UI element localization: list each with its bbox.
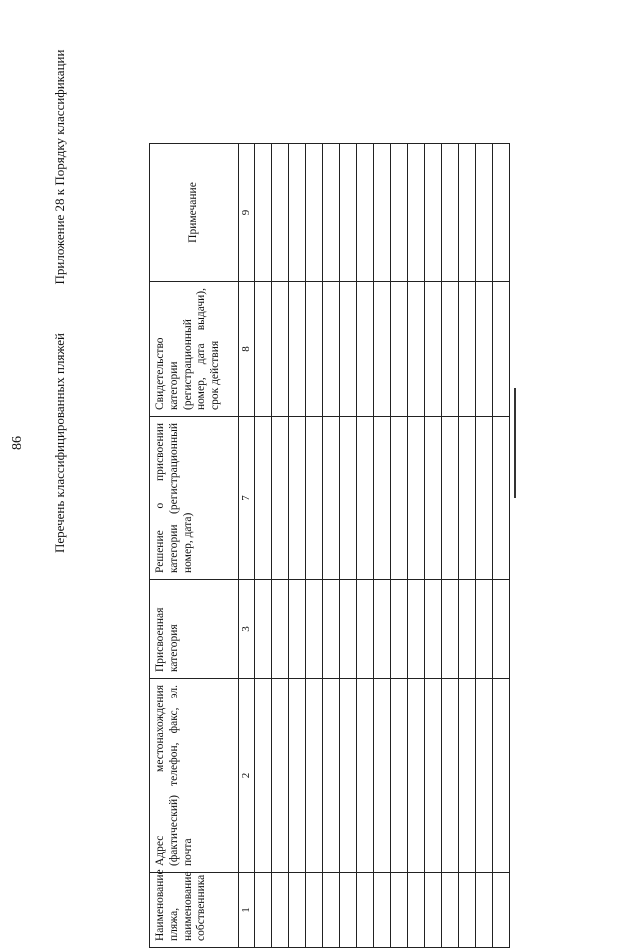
table-cell (272, 417, 289, 580)
table-cell (391, 873, 408, 948)
table-cell (306, 282, 323, 417)
table-cell (476, 144, 493, 282)
column-number: 2 (239, 679, 255, 873)
table-cell (391, 679, 408, 873)
table-cell (459, 144, 476, 282)
table-cell (323, 580, 340, 679)
table-cell (425, 144, 442, 282)
header-cell: Адрес местонахождения (фактический) телефон, факс, эл. почта (150, 679, 239, 873)
table-cell (391, 417, 408, 580)
table-cell (340, 144, 357, 282)
column-number: 9 (239, 144, 255, 282)
table-cell (323, 679, 340, 873)
table-cell (442, 282, 459, 417)
table-cell (340, 873, 357, 948)
table-cell (306, 873, 323, 948)
table-cell (255, 144, 272, 282)
table-cell (442, 144, 459, 282)
table-row (272, 144, 289, 948)
table-cell (255, 679, 272, 873)
table-row (408, 144, 425, 948)
table-row (306, 144, 323, 948)
table-cell (459, 580, 476, 679)
table-cell (459, 282, 476, 417)
table-cell (425, 282, 442, 417)
column-number: 1 (239, 873, 255, 948)
table-row (493, 144, 510, 948)
table-cell (493, 679, 510, 873)
table-cell (289, 282, 306, 417)
table-cell (272, 679, 289, 873)
table-row (391, 144, 408, 948)
table-cell (374, 580, 391, 679)
table-cell (391, 580, 408, 679)
table-cell (374, 282, 391, 417)
table-cell (323, 873, 340, 948)
table-cell (272, 282, 289, 417)
table-row (476, 144, 493, 948)
table-row (357, 144, 374, 948)
table-cell (476, 282, 493, 417)
header-cell: Наименование пляжа, наименование собственника (150, 873, 239, 948)
table-cell (272, 873, 289, 948)
table-cell (255, 282, 272, 417)
appendix-label: Приложение 28 к Порядку классификации (52, 49, 67, 285)
table-cell (459, 679, 476, 873)
table-cell (323, 417, 340, 580)
table-cell (289, 873, 306, 948)
header-cell: Свидетельство категории (регистрационный номер, дата выдачи), срок действия (150, 282, 239, 417)
table-cell (493, 417, 510, 580)
signature-line (514, 388, 516, 498)
table-cell (323, 282, 340, 417)
table-cell (306, 417, 323, 580)
column-number-row (239, 144, 255, 948)
table-cell (340, 282, 357, 417)
page-number: 86 (10, 436, 25, 450)
header-cell: Примечание (150, 144, 239, 282)
table-cell (255, 873, 272, 948)
table-cell (340, 417, 357, 580)
table-cell (476, 417, 493, 580)
table-row (323, 144, 340, 948)
table-cell (493, 873, 510, 948)
table-cell (493, 580, 510, 679)
column-number: 7 (239, 417, 255, 580)
table-cell (289, 679, 306, 873)
header-cell: Решение о присвоении категории (регистрационный номер, дата) (150, 417, 239, 580)
table-cell (476, 580, 493, 679)
header-cell: Присвоенная категория (150, 580, 239, 679)
table-cell (442, 580, 459, 679)
table-cell (340, 580, 357, 679)
table-cell (459, 873, 476, 948)
table-cell (374, 679, 391, 873)
table-cell (442, 417, 459, 580)
table-cell (289, 580, 306, 679)
table-cell (476, 873, 493, 948)
table-cell (306, 144, 323, 282)
table-cell (272, 580, 289, 679)
table-cell (357, 580, 374, 679)
table-cell (442, 679, 459, 873)
table-cell (425, 417, 442, 580)
table-cell (391, 282, 408, 417)
table-cell (357, 144, 374, 282)
table-cell (425, 679, 442, 873)
column-number: 8 (239, 282, 255, 417)
table-row (374, 144, 391, 948)
table-cell (272, 144, 289, 282)
table-cell (425, 873, 442, 948)
table-row (340, 144, 357, 948)
table-cell (374, 144, 391, 282)
table-cell (408, 873, 425, 948)
table-cell (357, 873, 374, 948)
table-cell (442, 873, 459, 948)
table-cell (289, 144, 306, 282)
table-row (425, 144, 442, 948)
table-row (255, 144, 272, 948)
table-cell (374, 417, 391, 580)
table-cell (408, 417, 425, 580)
table-cell (493, 144, 510, 282)
table-cell (493, 282, 510, 417)
table-cell (340, 679, 357, 873)
header-row (150, 144, 239, 948)
table-cell (408, 580, 425, 679)
table-cell (408, 144, 425, 282)
table-cell (374, 873, 391, 948)
table-cell (357, 679, 374, 873)
table-cell (357, 417, 374, 580)
table-cell (459, 417, 476, 580)
table-cell (476, 679, 493, 873)
table-cell (255, 417, 272, 580)
table-cell (323, 144, 340, 282)
table-cell (391, 144, 408, 282)
table-row (459, 144, 476, 948)
table-cell (306, 679, 323, 873)
table-row (289, 144, 306, 948)
table-cell (255, 580, 272, 679)
table-cell (408, 679, 425, 873)
table-cell (357, 282, 374, 417)
beaches-table (149, 144, 497, 948)
table-row (442, 144, 459, 948)
column-number: 3 (239, 580, 255, 679)
table-cell (306, 580, 323, 679)
table-cell (425, 580, 442, 679)
document-title: Перечень классифицированных пляжей (52, 333, 67, 554)
table-cell (408, 282, 425, 417)
table-cell (289, 417, 306, 580)
